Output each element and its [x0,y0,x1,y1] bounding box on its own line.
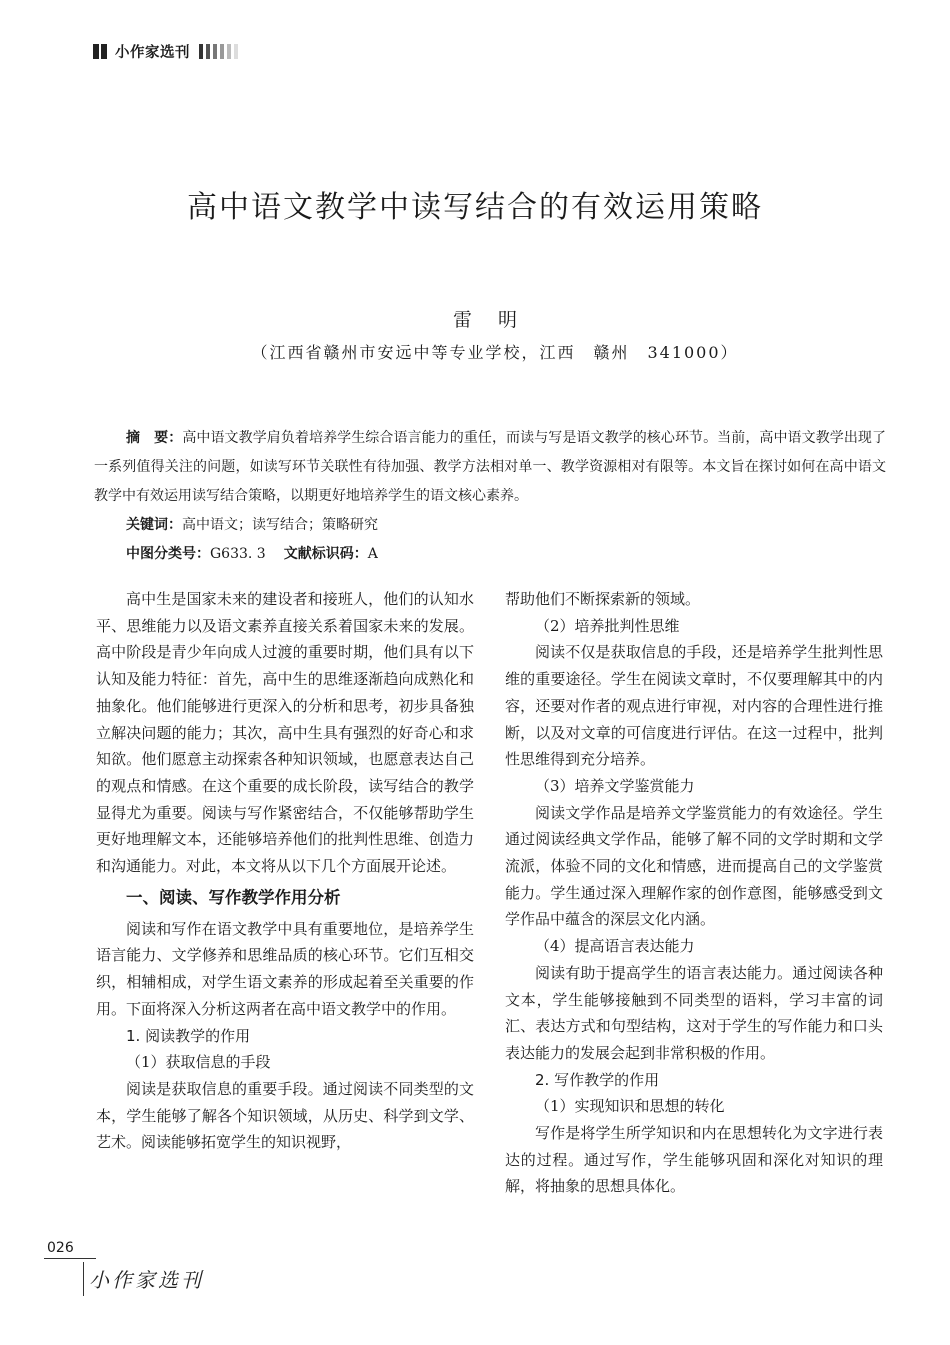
clc-code: G633. 3 [210,546,266,562]
item-paragraph: 阅读不仅是获取信息的手段，还是培养学生批判性思维的重要途径。学生在阅读文章时，不仅要理解其中的内容，还要对作者的观点进行审视，对内容的合理性进行推断，以及对文章的可信度进行评估。在这一过程中，批判性思维得到充分培养。 [505,643,883,769]
header-stripe-icon [234,44,238,59]
author-name: 雷 明 [452,309,528,331]
keywords-text: 高中语文；读写结合；策略研究 [182,517,378,533]
classification-line [126,540,886,569]
clc-label: 中图分类号： [126,546,210,562]
header-stripe-icon [213,44,217,59]
continued-paragraph: 帮助他们不断探索新的领域。 [505,590,701,608]
abstract-text: 高中语文教学肩负着培养学生综合语言能力的重任，而读与写是语文教学的核心环节。当前，高中语文教学出现了一系列值得关注的问题，如读写环节关联性有待加强、教学方法相对单一、教学资源相对有限等。本文旨在探讨如何在高中语文教学中有效运用读写结合策略，以期更好地培养学生的语文核心素养。 [94,430,887,504]
keywords-label: 关键词： [126,517,182,533]
doc-code: A [367,546,378,562]
journal-logo: 小作家选刊 [89,1268,204,1292]
article-title: 高中语文教学中读写结合的有效运用策略 [187,190,763,225]
item-heading: （2）培养批判性思维 [535,616,680,635]
abstract-paragraph [94,424,886,511]
abstract-label: 摘 要： [126,430,183,446]
header-stripe-icon [199,44,203,59]
header-bar-icon [101,44,107,59]
footer-divider [83,1262,84,1296]
author-affiliation: （江西省赣州市安远中等专业学校，江西 赣州 341000） [251,343,739,362]
subsection-heading: 2. 写作教学的作用 [535,1070,660,1089]
page-number: 026 [47,1240,74,1256]
journal-name: 小作家选刊 [115,44,190,61]
header-bar-icon [93,44,99,59]
doc-code-label: 文献标识码： [283,546,368,562]
abstract-block [94,424,886,569]
item-paragraph: 阅读是获取信息的重要手段。通过阅读不同类型的文本，学生能够了解各个知识领域，从历史、科学到文学、艺术。阅读能够拓宽学生的知识视野， [96,1079,474,1152]
subsection-heading: 1. 阅读教学的作用 [126,1026,251,1045]
intro-paragraph: 高中生是国家未来的建设者和接班人，他们的认知水平、思维能力以及语文素养直接关系着国家未来的发展。高中阶段是青少年向成人过渡的重要时期，他们具有以下认知及能力特征：首先，高中生的思维逐渐趋向成熟化和抽象化。他们能够进行更深入的分析和思考，初步具备独立解决问题的能力；其次，高中生具有强烈的好奇心和求知欲。他们愿意主动探索各种知识领域，也愿意表达自己的观点和情感。在这个重要的成长阶段，读写结合的教学显得尤为重要。阅读与写作紧密结合，不仅能够帮助学生更好地理解文本，还能够培养他们的批判性思维、创造力和沟通能力。对此，本文将从以下几个方面展开论述。 [96,590,474,876]
item-paragraph: 阅读文学作品是培养文学鉴赏能力的有效途径。学生通过阅读经典文学作品，能够了解不同的文学时期和文学流派，体验不同的文化和情感，进而提高自己的文学鉴赏能力。学生通过深入理解作家的创作意图，能够感受到文学作品中蕴含的深层文化内涵。 [505,803,883,929]
header-stripe-icon [227,44,231,59]
running-header [93,40,241,62]
footer-rule [44,1258,96,1259]
item-heading: （3）培养文学鉴赏能力 [535,776,695,795]
item-paragraph: 写作是将学生所学知识和内在思想转化为文字进行表达的过程。通过写作，学生能够巩固和深化对知识的理解，将抽象的思想具体化。 [505,1124,883,1196]
left-column [96,586,474,1156]
item-paragraph: 阅读有助于提高学生的语言表达能力。通过阅读各种文本，学生能够接触到不同类型的语料，学习丰富的词汇、表达方式和句型结构，这对于学生的写作能力和口头表达能力的发展会起到非常积极的作用。 [505,963,883,1062]
item-heading: （1）实现知识和思想的转化 [535,1097,725,1116]
right-column [505,586,883,1200]
section-paragraph: 阅读和写作在语文教学中具有重要地位，是培养学生语言能力、文学修养和思维品质的核心环节。它们互相交织，相辅相成，对学生语文素养的形成起着至关重要的作用。下面将深入分析这两者在高中语文教学中的作用。 [96,919,474,1018]
header-stripe-icon [206,44,210,59]
item-heading: （1）获取信息的手段 [126,1053,271,1072]
keywords-line [126,511,886,540]
header-stripe-icon [220,44,224,59]
section-heading: 一、阅读、写作教学作用分析 [126,887,341,907]
item-heading: （4）提高语言表达能力 [535,937,695,956]
